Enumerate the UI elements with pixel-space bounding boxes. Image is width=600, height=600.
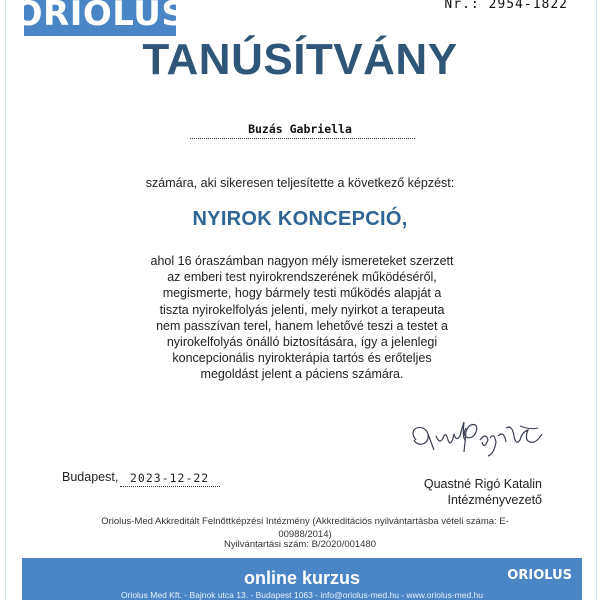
institution-text: Oriolus-Med Akkreditált Felnőttképzési Intézmény (Akkreditációs nyilvántartásba vételi száma: E-00988/2014) [101, 516, 509, 540]
footer-banner [22, 558, 582, 600]
recipient-name: Buzás Gabriella [248, 122, 352, 136]
course-description: ahol 16 óraszámban nagyon mély ismereteket szerzett az emberi test nyirokrendszerének működéséről, megismerte, hogy bármely testi működés alapját a tiszta nyirokelfolyás jelenti, mely nyirkot a terapeuta nem passzívan terel, hanem lehetővé teszi a testet a nyirokelfolyás önálló biztosítására, így a jelenlegi koncepcionális nyirokterápia tartós és erőteljes megoldást jelent a páciens számára. [150, 254, 454, 382]
oriolus-logo [13, 0, 187, 36]
recipient-name-line [190, 138, 415, 139]
intro-text: számára, aki sikeresen teljesítette a következő képzést: [145, 176, 455, 190]
logo-text: ORIOLUS [13, 0, 187, 34]
course-name: NYIROK KONCEPCIÓ, [192, 208, 408, 230]
signer-role: Intézményvezető [447, 493, 542, 507]
banner-address: Oriolus Med Kft. - Bajnok utca 13. - Budapest 1063 - info@oriolus-med.hu - www.oriolus-med.hu [120, 590, 484, 600]
banner-title: online kurzus [243, 568, 360, 588]
issue-date: 2023-12-22 [130, 471, 210, 485]
certificate-title: TANÚSÍTVÁNY [142, 35, 458, 84]
certificate-number: Nr.: 2954-1822 [444, 0, 568, 12]
registry-number: Nyilvántartási szám: B/2020/001480 [223, 539, 377, 550]
date-line [120, 486, 220, 487]
place-label: Budapest, [62, 470, 119, 484]
signer-name: Quastné Rigó Katalin [423, 477, 542, 491]
banner-logo: ORIOLUS [507, 568, 572, 583]
signature-image [402, 418, 552, 460]
